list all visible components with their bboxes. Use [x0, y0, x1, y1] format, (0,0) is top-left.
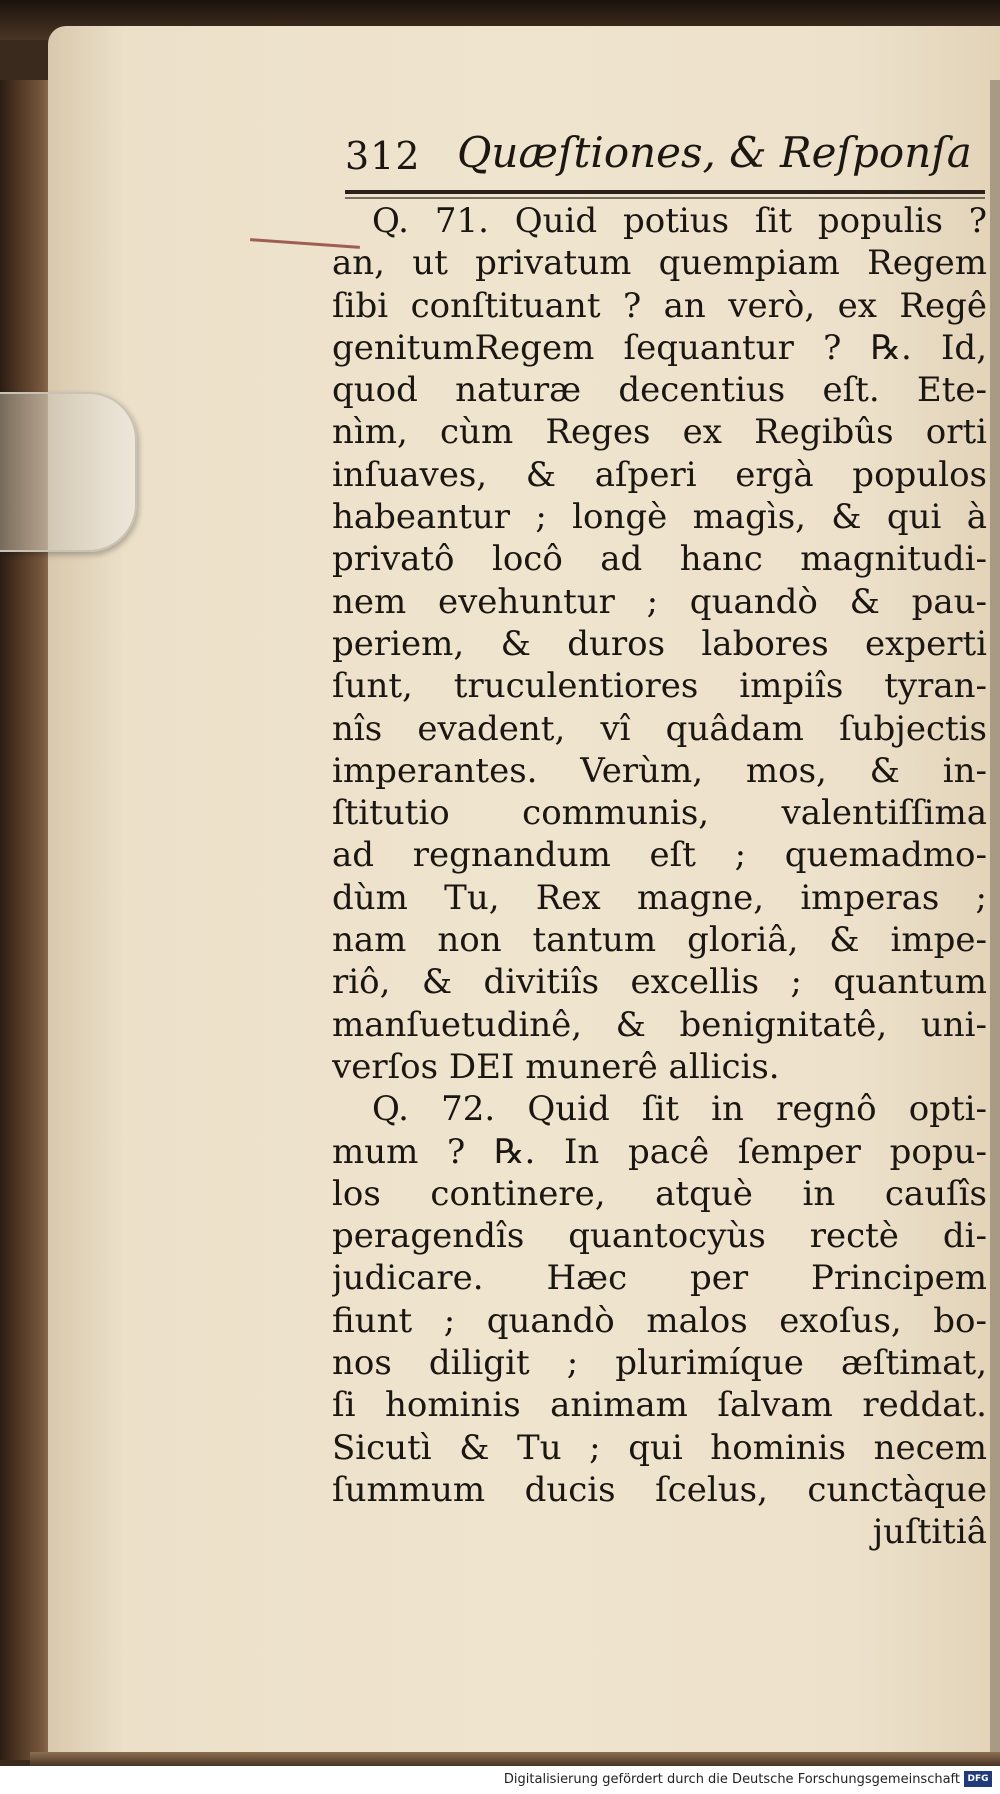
text-line: inſuaves, & aſperi ergà populos: [332, 454, 987, 495]
text-line: peragendîs quantocyùs rectè di-: [332, 1216, 987, 1257]
text-line: fiunt ; quandò malos exoſus, bo-: [332, 1300, 987, 1341]
text-line: manſuetudinê, & benignitatê, uni-: [332, 1004, 987, 1045]
text-line: quod naturæ decentius eſt. Ete-: [332, 370, 987, 411]
text-line: los continere, atquè in cauſîs: [332, 1173, 987, 1214]
text-line: Q. 71. Quid potius ſit populis ?: [372, 201, 987, 241]
text-line: ſi hominis animam ſalvam reddat.: [332, 1385, 987, 1426]
text-line: nem evehuntur ; quandò & pau-: [332, 581, 987, 622]
header-rule: [345, 190, 985, 194]
header-rule-thin: [345, 197, 985, 199]
text-line: mum ? ℞. In pacê ſemper popu-: [332, 1131, 987, 1172]
page-number: 312: [345, 134, 421, 178]
book-bottom-edge: [30, 1752, 1000, 1766]
funding-credit: Digitalisierung gefördert durch die Deutsche Forschungsgemeinschaft: [503, 1772, 960, 1787]
digitization-footer: [0, 1766, 1000, 1794]
text-line: dùm Tu, Rex magne, imperas ;: [332, 877, 987, 918]
dfg-logo: DFG: [964, 1771, 992, 1787]
text-line: imperantes. Verùm, mos, & in-: [332, 750, 987, 791]
text-line: privatô locô ad hanc magnitudi-: [332, 539, 987, 580]
body-text: [332, 200, 987, 1554]
text-line: judicare. Hæc per Principem: [332, 1258, 987, 1299]
page-clip: [0, 392, 137, 552]
text-line: Sicutì & Tu ; qui hominis necem: [332, 1427, 987, 1468]
text-line: ad regnandum eſt ; quemadmo-: [332, 835, 987, 876]
text-line: riô, & divitiîs excellis ; quantum: [332, 962, 987, 1003]
text-line: verſos DEI munerê allicis.: [332, 1046, 780, 1087]
text-line: Q. 72. Quid ſit in regnô opti-: [372, 1089, 987, 1130]
text-line: ſtitutio communis, valentiſſima: [332, 793, 987, 834]
text-line: nìm, cùm Reges ex Regibûs orti: [332, 412, 987, 453]
running-head: Quæſtiones, & Reſponſa: [457, 128, 972, 177]
page-header: [345, 128, 995, 188]
text-line: ſunt, truculentiores impiîs tyran-: [332, 666, 987, 707]
text-line: periem, & duros labores experti: [332, 623, 987, 664]
catchword: juſtitiâ: [872, 1512, 987, 1553]
text-line: nîs evadent, vî quâdam ſubjectis: [332, 708, 987, 749]
text-line: habeantur ; longè magìs, & qui à: [332, 497, 987, 538]
text-line: nam non tantum gloriâ, & impe-: [332, 920, 987, 961]
text-line: an, ut privatum quempiam Regem: [332, 243, 987, 284]
adjacent-page-strip: [990, 80, 1000, 1760]
text-line: ſibi conſtituant ? an verò, ex Regê: [332, 285, 987, 326]
text-line: ſummum ducis ſcelus, cunctàque: [332, 1469, 987, 1510]
text-line: genitumRegem ſequantur ? ℞. Id,: [332, 327, 987, 368]
text-line: nos diligit ; plurimíque æſtimat,: [332, 1343, 987, 1384]
